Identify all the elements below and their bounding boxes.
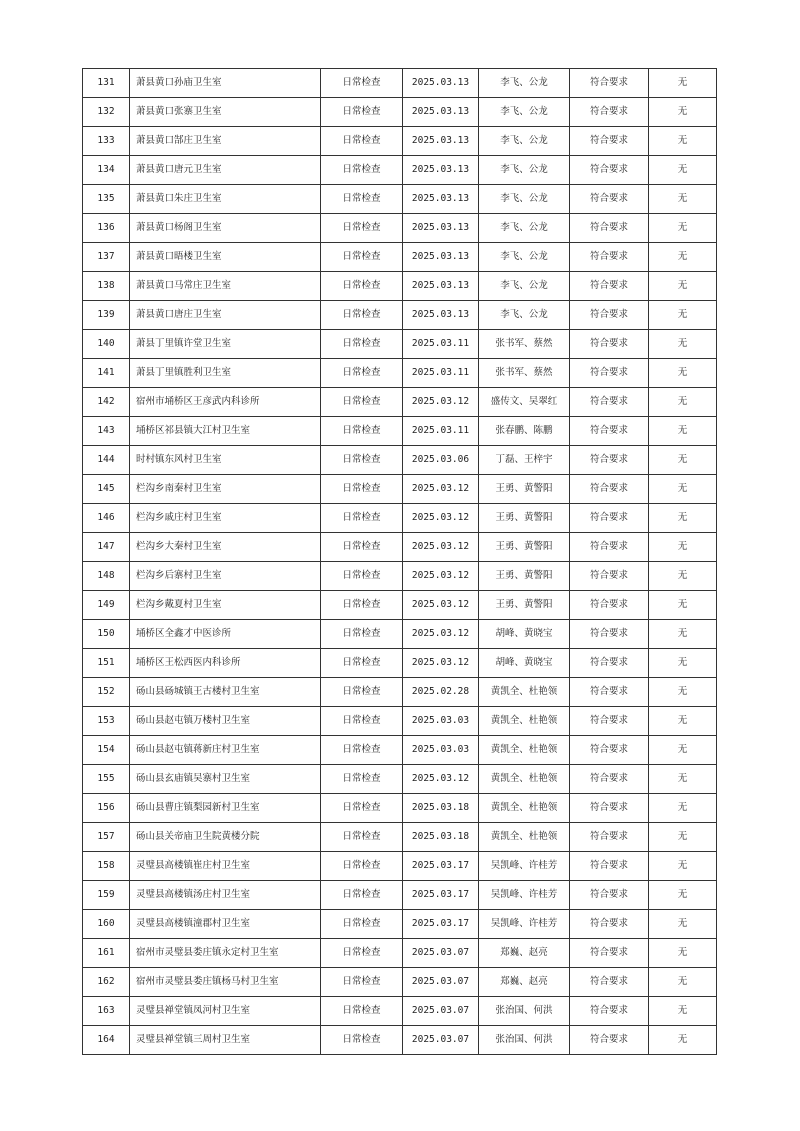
- issues-found-cell: 无: [649, 910, 717, 939]
- row-number-cell: 158: [83, 852, 130, 881]
- row-number-cell: 162: [83, 968, 130, 997]
- inspection-result-cell: 符合要求: [570, 156, 649, 185]
- inspection-type-cell: 日常检查: [321, 939, 403, 968]
- facility-name-cell: 萧县丁里镇许堂卫生室: [130, 330, 321, 359]
- inspectors-cell: 李飞、公龙: [479, 272, 570, 301]
- inspection-type-cell: 日常检查: [321, 591, 403, 620]
- inspection-result-cell: 符合要求: [570, 446, 649, 475]
- facility-name-cell: 砀山县玄庙镇吴寨村卫生室: [130, 765, 321, 794]
- row-number-cell: 152: [83, 678, 130, 707]
- facility-name-cell: 栏沟乡大秦村卫生室: [130, 533, 321, 562]
- inspection-date-cell: 2025.03.12: [403, 562, 479, 591]
- inspection-type-cell: 日常检查: [321, 156, 403, 185]
- inspection-date-cell: 2025.02.28: [403, 678, 479, 707]
- table-row: [83, 446, 717, 475]
- inspection-type-cell: 日常检查: [321, 736, 403, 765]
- inspection-date-cell: 2025.03.06: [403, 446, 479, 475]
- facility-name-cell: 灵璧县禅堂镇凤河村卫生室: [130, 997, 321, 1026]
- facility-name-cell: 萧县黄口唐元卫生室: [130, 156, 321, 185]
- inspection-result-cell: 符合要求: [570, 417, 649, 446]
- inspection-type-cell: 日常检查: [321, 794, 403, 823]
- inspection-result-cell: 符合要求: [570, 794, 649, 823]
- issues-found-cell: 无: [649, 301, 717, 330]
- inspectors-cell: 郑巍、赵亮: [479, 968, 570, 997]
- inspection-date-cell: 2025.03.03: [403, 736, 479, 765]
- facility-name-cell: 灵璧县禅堂镇三周村卫生室: [130, 1026, 321, 1055]
- row-number-cell: 148: [83, 562, 130, 591]
- row-number-cell: 136: [83, 214, 130, 243]
- inspectors-cell: 李飞、公龙: [479, 98, 570, 127]
- issues-found-cell: 无: [649, 272, 717, 301]
- row-number-cell: 140: [83, 330, 130, 359]
- row-number-cell: 146: [83, 504, 130, 533]
- row-number-cell: 134: [83, 156, 130, 185]
- row-number-cell: 131: [83, 69, 130, 98]
- table-row: [83, 475, 717, 504]
- inspection-result-cell: 符合要求: [570, 881, 649, 910]
- facility-name-cell: 栏沟乡戴夏村卫生室: [130, 591, 321, 620]
- facility-name-cell: 萧县黄口朱庄卫生室: [130, 185, 321, 214]
- inspectors-cell: 王勇、黄警阳: [479, 475, 570, 504]
- table-row: [83, 330, 717, 359]
- inspectors-cell: 张春鹏、陈鹏: [479, 417, 570, 446]
- inspection-date-cell: 2025.03.17: [403, 910, 479, 939]
- table-row: [83, 823, 717, 852]
- issues-found-cell: 无: [649, 678, 717, 707]
- inspection-result-cell: 符合要求: [570, 997, 649, 1026]
- inspectors-cell: 盛传文、吴翠红: [479, 388, 570, 417]
- issues-found-cell: 无: [649, 243, 717, 272]
- row-number-cell: 161: [83, 939, 130, 968]
- inspection-result-cell: 符合要求: [570, 736, 649, 765]
- inspection-result-cell: 符合要求: [570, 939, 649, 968]
- row-number-cell: 157: [83, 823, 130, 852]
- inspection-result-cell: 符合要求: [570, 388, 649, 417]
- inspection-type-cell: 日常检查: [321, 968, 403, 997]
- row-number-cell: 138: [83, 272, 130, 301]
- inspection-type-cell: 日常检查: [321, 881, 403, 910]
- inspection-type-cell: 日常检查: [321, 330, 403, 359]
- table-row: [83, 707, 717, 736]
- inspectors-cell: 黄凯全、杜艳领: [479, 707, 570, 736]
- inspection-type-cell: 日常检查: [321, 69, 403, 98]
- inspection-type-cell: 日常检查: [321, 504, 403, 533]
- inspection-result-cell: 符合要求: [570, 214, 649, 243]
- table-row: [83, 127, 717, 156]
- inspection-result-cell: 符合要求: [570, 301, 649, 330]
- facility-name-cell: 砀山县赵屯镇蒋新庄村卫生室: [130, 736, 321, 765]
- inspection-result-cell: 符合要求: [570, 69, 649, 98]
- table-row: [83, 388, 717, 417]
- inspection-type-cell: 日常检查: [321, 910, 403, 939]
- inspection-result-cell: 符合要求: [570, 852, 649, 881]
- inspection-date-cell: 2025.03.12: [403, 533, 479, 562]
- inspection-type-cell: 日常检查: [321, 1026, 403, 1055]
- issues-found-cell: 无: [649, 794, 717, 823]
- inspection-type-cell: 日常检查: [321, 98, 403, 127]
- inspection-result-cell: 符合要求: [570, 620, 649, 649]
- table-row: [83, 649, 717, 678]
- issues-found-cell: 无: [649, 881, 717, 910]
- inspection-date-cell: 2025.03.13: [403, 243, 479, 272]
- inspectors-cell: 王勇、黄警阳: [479, 562, 570, 591]
- facility-name-cell: 萧县丁里镇胜利卫生室: [130, 359, 321, 388]
- facility-name-cell: 宿州市灵璧县娄庄镇杨马村卫生室: [130, 968, 321, 997]
- row-number-cell: 135: [83, 185, 130, 214]
- inspectors-cell: 胡峰、黄晓宝: [479, 620, 570, 649]
- issues-found-cell: 无: [649, 620, 717, 649]
- inspection-date-cell: 2025.03.03: [403, 707, 479, 736]
- inspection-date-cell: 2025.03.07: [403, 968, 479, 997]
- issues-found-cell: 无: [649, 968, 717, 997]
- inspection-type-cell: 日常检查: [321, 649, 403, 678]
- table-row: [83, 533, 717, 562]
- row-number-cell: 151: [83, 649, 130, 678]
- facility-name-cell: 萧县黄口张寨卫生室: [130, 98, 321, 127]
- inspection-result-cell: 符合要求: [570, 243, 649, 272]
- issues-found-cell: 无: [649, 1026, 717, 1055]
- table-row: [83, 997, 717, 1026]
- table-row: [83, 98, 717, 127]
- inspection-type-cell: 日常检查: [321, 475, 403, 504]
- issues-found-cell: 无: [649, 98, 717, 127]
- inspection-date-cell: 2025.03.13: [403, 185, 479, 214]
- inspectors-cell: 李飞、公龙: [479, 214, 570, 243]
- issues-found-cell: 无: [649, 69, 717, 98]
- row-number-cell: 163: [83, 997, 130, 1026]
- facility-name-cell: 栏沟乡后寨村卫生室: [130, 562, 321, 591]
- issues-found-cell: 无: [649, 939, 717, 968]
- issues-found-cell: 无: [649, 707, 717, 736]
- row-number-cell: 159: [83, 881, 130, 910]
- row-number-cell: 155: [83, 765, 130, 794]
- row-number-cell: 132: [83, 98, 130, 127]
- inspection-result-cell: 符合要求: [570, 765, 649, 794]
- table-row: [83, 678, 717, 707]
- facility-name-cell: 埇桥区王松西医内科诊所: [130, 649, 321, 678]
- table-row: [83, 301, 717, 330]
- facility-name-cell: 萧县黄口晤楼卫生室: [130, 243, 321, 272]
- inspectors-cell: 黄凯全、杜艳领: [479, 794, 570, 823]
- table-row: [83, 736, 717, 765]
- table-row: [83, 359, 717, 388]
- inspection-date-cell: 2025.03.13: [403, 156, 479, 185]
- issues-found-cell: 无: [649, 562, 717, 591]
- inspectors-cell: 王勇、黄警阳: [479, 591, 570, 620]
- issues-found-cell: 无: [649, 475, 717, 504]
- inspection-result-cell: 符合要求: [570, 823, 649, 852]
- inspection-date-cell: 2025.03.12: [403, 765, 479, 794]
- facility-name-cell: 灵璧县高楼镇潼郡村卫生室: [130, 910, 321, 939]
- inspection-type-cell: 日常检查: [321, 301, 403, 330]
- inspectors-cell: 张书军、蔡然: [479, 330, 570, 359]
- inspectors-cell: 张治国、何洪: [479, 1026, 570, 1055]
- inspectors-cell: 黄凯全、杜艳领: [479, 823, 570, 852]
- issues-found-cell: 无: [649, 765, 717, 794]
- inspection-date-cell: 2025.03.13: [403, 69, 479, 98]
- table-row: [83, 968, 717, 997]
- inspection-result-cell: 符合要求: [570, 562, 649, 591]
- facility-name-cell: 砀山县关帝庙卫生院黄楼分院: [130, 823, 321, 852]
- row-number-cell: 164: [83, 1026, 130, 1055]
- issues-found-cell: 无: [649, 823, 717, 852]
- facility-name-cell: 宿州市埇桥区王彦武内科诊所: [130, 388, 321, 417]
- table-row: [83, 272, 717, 301]
- inspection-result-cell: 符合要求: [570, 359, 649, 388]
- issues-found-cell: 无: [649, 156, 717, 185]
- row-number-cell: 144: [83, 446, 130, 475]
- issues-found-cell: 无: [649, 504, 717, 533]
- issues-found-cell: 无: [649, 330, 717, 359]
- table-row: [83, 69, 717, 98]
- inspectors-cell: 李飞、公龙: [479, 156, 570, 185]
- inspection-type-cell: 日常检查: [321, 214, 403, 243]
- facility-name-cell: 灵璧县高楼镇汤庄村卫生室: [130, 881, 321, 910]
- facility-name-cell: 砀山县赵屯镇万楼村卫生室: [130, 707, 321, 736]
- inspectors-cell: 张书军、蔡然: [479, 359, 570, 388]
- inspection-date-cell: 2025.03.18: [403, 823, 479, 852]
- inspection-result-cell: 符合要求: [570, 1026, 649, 1055]
- inspection-type-cell: 日常检查: [321, 823, 403, 852]
- inspection-table: [82, 68, 717, 1055]
- inspection-result-cell: 符合要求: [570, 504, 649, 533]
- inspection-date-cell: 2025.03.12: [403, 620, 479, 649]
- issues-found-cell: 无: [649, 127, 717, 156]
- table-row: [83, 591, 717, 620]
- inspection-result-cell: 符合要求: [570, 330, 649, 359]
- issues-found-cell: 无: [649, 591, 717, 620]
- inspection-result-cell: 符合要求: [570, 910, 649, 939]
- inspectors-cell: 王勇、黄警阳: [479, 533, 570, 562]
- inspectors-cell: 胡峰、黄晓宝: [479, 649, 570, 678]
- inspection-date-cell: 2025.03.13: [403, 214, 479, 243]
- inspectors-cell: 张治国、何洪: [479, 997, 570, 1026]
- inspection-date-cell: 2025.03.11: [403, 417, 479, 446]
- facility-name-cell: 砀山县砀城镇王古楼村卫生室: [130, 678, 321, 707]
- facility-name-cell: 萧县黄口马常庄卫生室: [130, 272, 321, 301]
- inspection-date-cell: 2025.03.07: [403, 1026, 479, 1055]
- inspection-type-cell: 日常检查: [321, 997, 403, 1026]
- facility-name-cell: 灵璧县高楼镇崔庄村卫生室: [130, 852, 321, 881]
- row-number-cell: 156: [83, 794, 130, 823]
- inspection-type-cell: 日常检查: [321, 678, 403, 707]
- inspectors-cell: 王勇、黄警阳: [479, 504, 570, 533]
- facility-name-cell: 萧县黄口唐庄卫生室: [130, 301, 321, 330]
- inspection-date-cell: 2025.03.12: [403, 504, 479, 533]
- row-number-cell: 154: [83, 736, 130, 765]
- inspection-date-cell: 2025.03.11: [403, 359, 479, 388]
- inspection-result-cell: 符合要求: [570, 272, 649, 301]
- inspection-result-cell: 符合要求: [570, 591, 649, 620]
- inspection-type-cell: 日常检查: [321, 359, 403, 388]
- row-number-cell: 150: [83, 620, 130, 649]
- row-number-cell: 149: [83, 591, 130, 620]
- inspection-date-cell: 2025.03.17: [403, 852, 479, 881]
- table-body: [83, 69, 717, 1055]
- row-number-cell: 160: [83, 910, 130, 939]
- table-row: [83, 794, 717, 823]
- inspection-date-cell: 2025.03.13: [403, 98, 479, 127]
- inspection-date-cell: 2025.03.07: [403, 997, 479, 1026]
- inspectors-cell: 吴凯峰、许桂芳: [479, 852, 570, 881]
- inspectors-cell: 李飞、公龙: [479, 185, 570, 214]
- table-row: [83, 156, 717, 185]
- inspection-date-cell: 2025.03.12: [403, 475, 479, 504]
- table-row: [83, 243, 717, 272]
- inspection-result-cell: 符合要求: [570, 127, 649, 156]
- inspection-result-cell: 符合要求: [570, 475, 649, 504]
- inspection-result-cell: 符合要求: [570, 533, 649, 562]
- inspection-type-cell: 日常检查: [321, 533, 403, 562]
- row-number-cell: 139: [83, 301, 130, 330]
- table-row: [83, 1026, 717, 1055]
- inspectors-cell: 黄凯全、杜艳领: [479, 765, 570, 794]
- inspectors-cell: 黄凯全、杜艳领: [479, 736, 570, 765]
- inspection-date-cell: 2025.03.13: [403, 272, 479, 301]
- row-number-cell: 141: [83, 359, 130, 388]
- facility-name-cell: 栏沟乡戚庄村卫生室: [130, 504, 321, 533]
- table-row: [83, 620, 717, 649]
- table-row: [83, 214, 717, 243]
- inspection-date-cell: 2025.03.11: [403, 330, 479, 359]
- issues-found-cell: 无: [649, 852, 717, 881]
- inspection-date-cell: 2025.03.12: [403, 388, 479, 417]
- table-row: [83, 504, 717, 533]
- table-row: [83, 562, 717, 591]
- inspectors-cell: 吴凯峰、许桂芳: [479, 881, 570, 910]
- issues-found-cell: 无: [649, 997, 717, 1026]
- inspection-type-cell: 日常检查: [321, 620, 403, 649]
- inspection-result-cell: 符合要求: [570, 98, 649, 127]
- inspection-type-cell: 日常检查: [321, 446, 403, 475]
- table-row: [83, 852, 717, 881]
- inspectors-cell: 李飞、公龙: [479, 243, 570, 272]
- inspection-date-cell: 2025.03.12: [403, 591, 479, 620]
- inspectors-cell: 李飞、公龙: [479, 69, 570, 98]
- issues-found-cell: 无: [649, 185, 717, 214]
- inspectors-cell: 黄凯全、杜艳领: [479, 678, 570, 707]
- inspection-type-cell: 日常检查: [321, 707, 403, 736]
- facility-name-cell: 萧县黄口郜庄卫生室: [130, 127, 321, 156]
- table-row: [83, 765, 717, 794]
- inspection-result-cell: 符合要求: [570, 707, 649, 736]
- inspectors-cell: 丁磊、王梓宇: [479, 446, 570, 475]
- inspection-date-cell: 2025.03.13: [403, 127, 479, 156]
- inspection-type-cell: 日常检查: [321, 185, 403, 214]
- facility-name-cell: 萧县黄口孙庙卫生室: [130, 69, 321, 98]
- inspection-type-cell: 日常检查: [321, 127, 403, 156]
- facility-name-cell: 时村镇东风村卫生室: [130, 446, 321, 475]
- inspectors-cell: 李飞、公龙: [479, 301, 570, 330]
- inspectors-cell: 郑巍、赵亮: [479, 939, 570, 968]
- issues-found-cell: 无: [649, 359, 717, 388]
- inspectors-cell: 李飞、公龙: [479, 127, 570, 156]
- inspection-result-cell: 符合要求: [570, 968, 649, 997]
- issues-found-cell: 无: [649, 417, 717, 446]
- table-row: [83, 417, 717, 446]
- table-row: [83, 910, 717, 939]
- facility-name-cell: 埇桥区祁县镇大江村卫生室: [130, 417, 321, 446]
- table-row: [83, 939, 717, 968]
- inspection-date-cell: 2025.03.13: [403, 301, 479, 330]
- inspectors-cell: 吴凯峰、许桂芳: [479, 910, 570, 939]
- inspection-result-cell: 符合要求: [570, 185, 649, 214]
- row-number-cell: 143: [83, 417, 130, 446]
- inspection-type-cell: 日常检查: [321, 417, 403, 446]
- issues-found-cell: 无: [649, 533, 717, 562]
- inspection-result-cell: 符合要求: [570, 678, 649, 707]
- inspection-type-cell: 日常检查: [321, 388, 403, 417]
- inspection-date-cell: 2025.03.12: [403, 649, 479, 678]
- inspection-result-cell: 符合要求: [570, 649, 649, 678]
- facility-name-cell: 砀山县曹庄镇梨园新村卫生室: [130, 794, 321, 823]
- row-number-cell: 133: [83, 127, 130, 156]
- facility-name-cell: 宿州市灵璧县娄庄镇永定村卫生室: [130, 939, 321, 968]
- facility-name-cell: 埇桥区全鑫才中医诊所: [130, 620, 321, 649]
- issues-found-cell: 无: [649, 388, 717, 417]
- inspection-type-cell: 日常检查: [321, 272, 403, 301]
- table-row: [83, 881, 717, 910]
- row-number-cell: 142: [83, 388, 130, 417]
- inspection-date-cell: 2025.03.17: [403, 881, 479, 910]
- row-number-cell: 147: [83, 533, 130, 562]
- inspection-type-cell: 日常检查: [321, 243, 403, 272]
- facility-name-cell: 栏沟乡南秦村卫生室: [130, 475, 321, 504]
- issues-found-cell: 无: [649, 214, 717, 243]
- table-row: [83, 185, 717, 214]
- inspection-type-cell: 日常检查: [321, 765, 403, 794]
- facility-name-cell: 萧县黄口杨阁卫生室: [130, 214, 321, 243]
- issues-found-cell: 无: [649, 649, 717, 678]
- issues-found-cell: 无: [649, 446, 717, 475]
- inspection-type-cell: 日常检查: [321, 562, 403, 591]
- inspection-date-cell: 2025.03.18: [403, 794, 479, 823]
- inspection-date-cell: 2025.03.07: [403, 939, 479, 968]
- issues-found-cell: 无: [649, 736, 717, 765]
- row-number-cell: 137: [83, 243, 130, 272]
- row-number-cell: 153: [83, 707, 130, 736]
- inspection-type-cell: 日常检查: [321, 852, 403, 881]
- row-number-cell: 145: [83, 475, 130, 504]
